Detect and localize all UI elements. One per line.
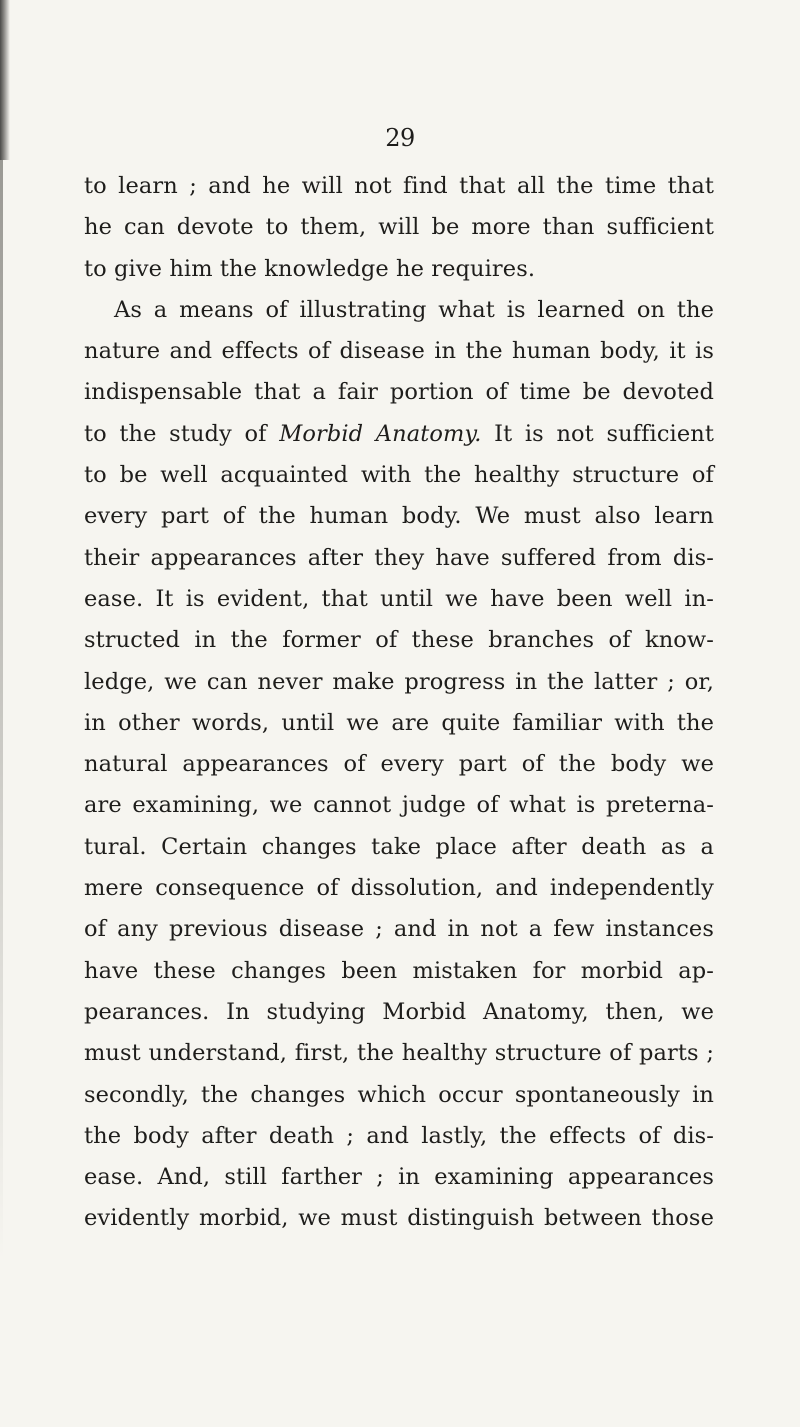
text-line: secondly, the changes which occur spontaneously in: [84, 1081, 714, 1108]
text-line: natural appearances of every part of the body we: [84, 751, 714, 778]
text-line: to give him the knowledge he requires.: [84, 255, 536, 282]
text-line: nature and effects of disease in the human body, it is: [84, 338, 714, 365]
page-edge-line: [0, 160, 3, 1260]
text-line: to be well acquainted with the healthy structure of: [84, 462, 714, 489]
paragraph-start-line: As a means of illustrating what is learned on the: [114, 296, 714, 323]
emphasized-term: Morbid Anatomy.: [279, 420, 482, 447]
text-line: to learn ; and he will not find that all the time that: [84, 173, 714, 199]
page-body-text: [84, 166, 714, 1240]
text-line: must understand, first, the healthy structure of parts ;: [84, 1040, 714, 1067]
text-line: every part of the human body. We must also learn: [84, 503, 714, 530]
text-line: in other words, until we are quite familiar with the: [84, 709, 714, 736]
text-line: of any previous disease ; and in not a few instances: [84, 916, 714, 943]
text-line: mere consequence of dissolution, and independently: [84, 875, 714, 902]
text-line: ledge, we can never make progress in the latter ; or,: [84, 668, 714, 695]
text-line: are examining, we cannot judge of what is preterna-: [84, 792, 714, 819]
text-line: he can devote to them, will be more than sufficient: [84, 214, 714, 241]
text-line: their appearances after they have suffered from dis-: [84, 544, 714, 571]
page-edge-shadow: [0, 0, 10, 160]
text-line: tural. Certain changes take place after death as a: [84, 833, 714, 860]
text-line: ease. It is evident, that until we have been well in-: [84, 585, 714, 612]
text-line: have these changes been mistaken for morbid ap-: [84, 957, 714, 984]
text-line: ease. And, still farther ; in examining appearances: [84, 1164, 714, 1191]
text-line: the body after death ; and lastly, the effects of dis-: [84, 1122, 714, 1149]
text-line: indispensable that a fair portion of time be devoted: [84, 379, 714, 406]
text-fragment: It is not sufficient: [494, 420, 714, 447]
text-line: structed in the former of these branches of know-: [84, 627, 714, 654]
page-number: 29: [385, 124, 415, 152]
text-line-with-emphasis: [84, 414, 714, 455]
text-line: evidently morbid, we must distinguish between those: [84, 1205, 714, 1232]
text-line: pearances. In studying Morbid Anatomy, then, we: [84, 998, 714, 1025]
text-fragment: to the study of: [84, 420, 267, 447]
